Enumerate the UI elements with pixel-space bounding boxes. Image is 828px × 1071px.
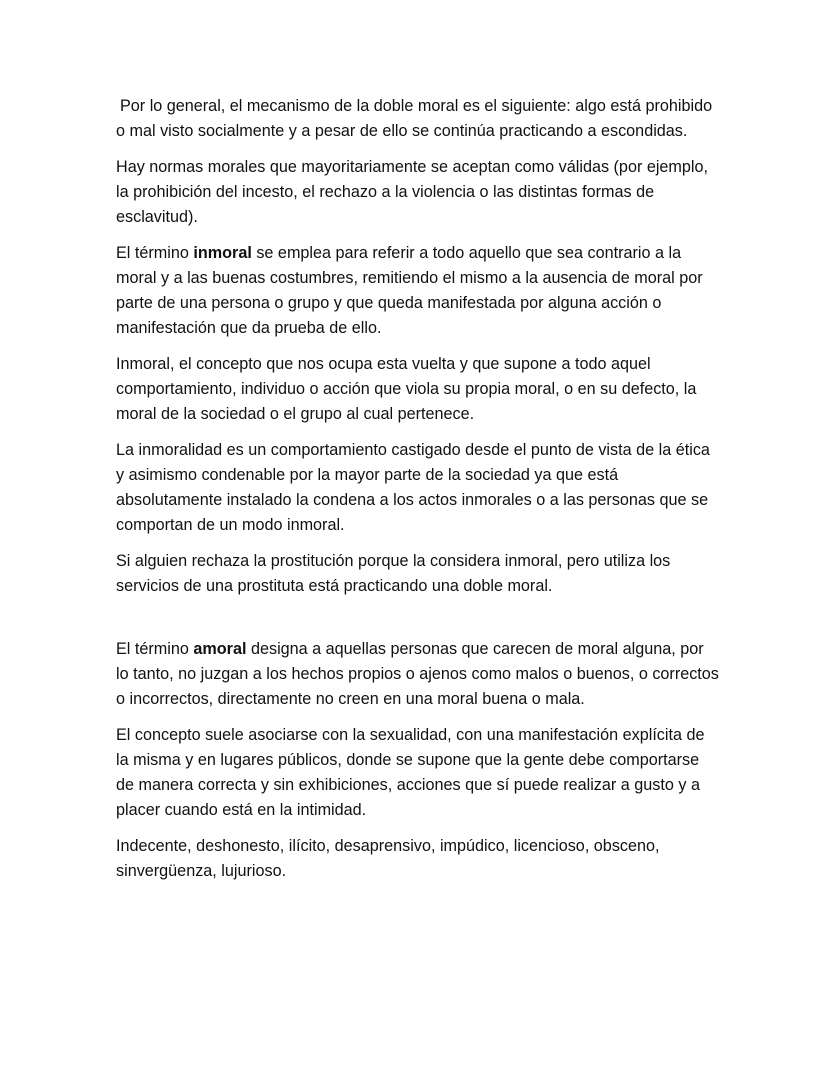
- paragraph-gap: [116, 610, 720, 637]
- paragraph-text-after: designa a aquellas personas que carecen de moral alguna, por lo tanto, no juzgan a los hechos propios o ajenos como malos o buenos, o correctos o incorrectos, directamente no creen en una moral buena o mala.: [116, 640, 719, 708]
- paragraph-normas-morales: Hay normas morales que mayoritariamente se aceptan como válidas (por ejemplo, la prohibición del incesto, el rechazo a la violencia o las distintas formas de esclavitud).: [116, 158, 709, 226]
- paragraph-text-after: se emplea para referir a todo aquello que sea contrario a la moral y a las buenas costumbres, remitiendo el mismo a la ausencia de moral por parte de una persona o grupo y que queda manifestada por alguna acción o manifestación que da prueba de ello.: [116, 244, 703, 337]
- term-inmoral: inmoral: [193, 244, 252, 262]
- paragraph-doble-moral-mecanismo: Por lo general, el mecanismo de la doble moral es el siguiente: algo está prohibido o mal visto socialmente y a pesar de ello se continúa practicando a escondidas.: [116, 97, 713, 140]
- paragraph-termino-amoral: [116, 637, 720, 712]
- paragraph-termino-inmoral: [116, 241, 720, 341]
- document-page: [116, 94, 720, 895]
- paragraph-inmoralidad: La inmoralidad es un comportamiento castigado desde el punto de vista de la ética y asimismo condenable por la mayor parte de la sociedad ya que está absolutamente instalado la condena a los actos inmorales o a las personas que se comportan de un modo inmoral.: [116, 441, 710, 534]
- paragraph-text-before: El término: [116, 640, 194, 658]
- paragraph-sexualidad: El concepto suele asociarse con la sexualidad, con una manifestación explícita de la misma y en lugares públicos, donde se supone que la gente debe comportarse de manera correcta y sin exhibiciones, acciones que sí puede realizar a gusto y a placer cuando está en la intimidad.: [116, 726, 705, 819]
- paragraph-sinonimos: Indecente, deshonesto, ilícito, desaprensivo, impúdico, licencioso, obsceno, sinvergüenza, lujurioso.: [116, 837, 660, 880]
- paragraph-doble-moral-ejemplo: Si alguien rechaza la prostitución porque la considera inmoral, pero utiliza los servicios de una prostituta está practicando una doble moral.: [116, 552, 671, 595]
- paragraph-inmoral-concepto: Inmoral, el concepto que nos ocupa esta vuelta y que supone a todo aquel comportamiento, individuo o acción que viola su propia moral, o en su defecto, la moral de la sociedad o el grupo al cual pertenece.: [116, 355, 697, 423]
- term-amoral: amoral: [193, 640, 247, 658]
- paragraph-text-before: El término: [116, 244, 194, 262]
